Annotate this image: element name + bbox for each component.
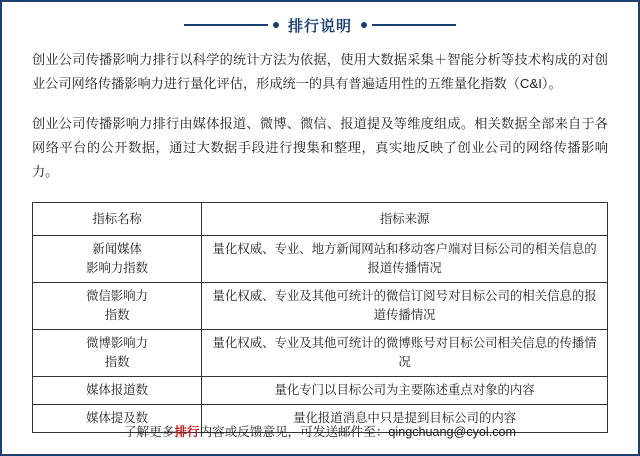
- header-dot-left-icon: [273, 22, 279, 28]
- metric-name-line2: 指数: [104, 355, 130, 369]
- table-header-row: [33, 203, 608, 236]
- table-cell-metric-source: 量化权威、专业及其他可统计的微信订阅号对目标公司的相关信息的报道传播情况: [202, 283, 608, 330]
- header-rule-left: [184, 24, 268, 26]
- metric-name-line1: 新闻媒体: [92, 242, 142, 256]
- table-cell-metric-source: 量化权威、专业及其他可统计的微博账号对目标公司相关信息的传播情况: [202, 330, 608, 377]
- footer-email[interactable]: qingchuang@cyol.com: [388, 425, 517, 439]
- footer-prefix: 了解更多: [123, 425, 175, 439]
- intro-paragraph-2: 创业公司传播影响力排行由媒体报道、微博、微信、报道提及等维度组成。相关数据全部来自于各网络平台的公开数据，通过大数据手段进行搜集和整理，真实地反映了创业公司的网络传播影响力。: [32, 116, 608, 179]
- metric-name-line1: 微信影响力: [86, 289, 149, 303]
- header-dot-right-icon: [361, 22, 367, 28]
- footer-highlight: 排行: [174, 425, 200, 439]
- table-cell-metric-name: [33, 283, 202, 330]
- table-cell-metric-name: [33, 236, 202, 283]
- table-cell-metric-name: 媒体报道数: [33, 377, 202, 405]
- metrics-table: [32, 202, 608, 433]
- metric-name-line2: 指数: [104, 308, 130, 322]
- table-cell-metric-source: 量化专门以目标公司为主要陈述重点对象的内容: [202, 377, 608, 405]
- table-row: [33, 377, 608, 405]
- table-row: [33, 330, 608, 377]
- metric-name-line1: 微博影响力: [86, 336, 149, 350]
- page-title: 排行说明: [287, 17, 352, 35]
- metric-name-line2: 影响力指数: [86, 261, 149, 275]
- table-header-metric-name: 指标名称: [33, 203, 202, 236]
- table-cell-metric-name: 媒体提及数: [33, 405, 202, 433]
- page-content: [2, 2, 638, 454]
- footer-note: [2, 421, 638, 440]
- footer-middle: 内容或反馈意见，可发送邮件至：: [199, 425, 389, 439]
- intro-paragraph-1: 创业公司传播影响力排行以科学的统计方法为依据，使用大数据采集＋智能分析等技术构成的对创业公司网络传播影响力进行量化评估，形成统一的具有普遍适用性的五维量化指数（C&I）。: [32, 52, 608, 91]
- table-cell-metric-name: [33, 330, 202, 377]
- table-row: [33, 283, 608, 330]
- table-row: [33, 236, 608, 283]
- table-header-metric-source: 指标来源: [202, 203, 608, 236]
- page-header: [32, 8, 608, 42]
- metrics-table-wrapper: [32, 202, 608, 433]
- table-cell-metric-source: 量化权威、专业、地方新闻网站和移动客户端对目标公司的相关信息的报道传播情况: [202, 236, 608, 283]
- header-rule-right: [372, 24, 456, 26]
- table-cell-metric-source: 量化报道消息中只是提到目标公司的内容: [202, 405, 608, 433]
